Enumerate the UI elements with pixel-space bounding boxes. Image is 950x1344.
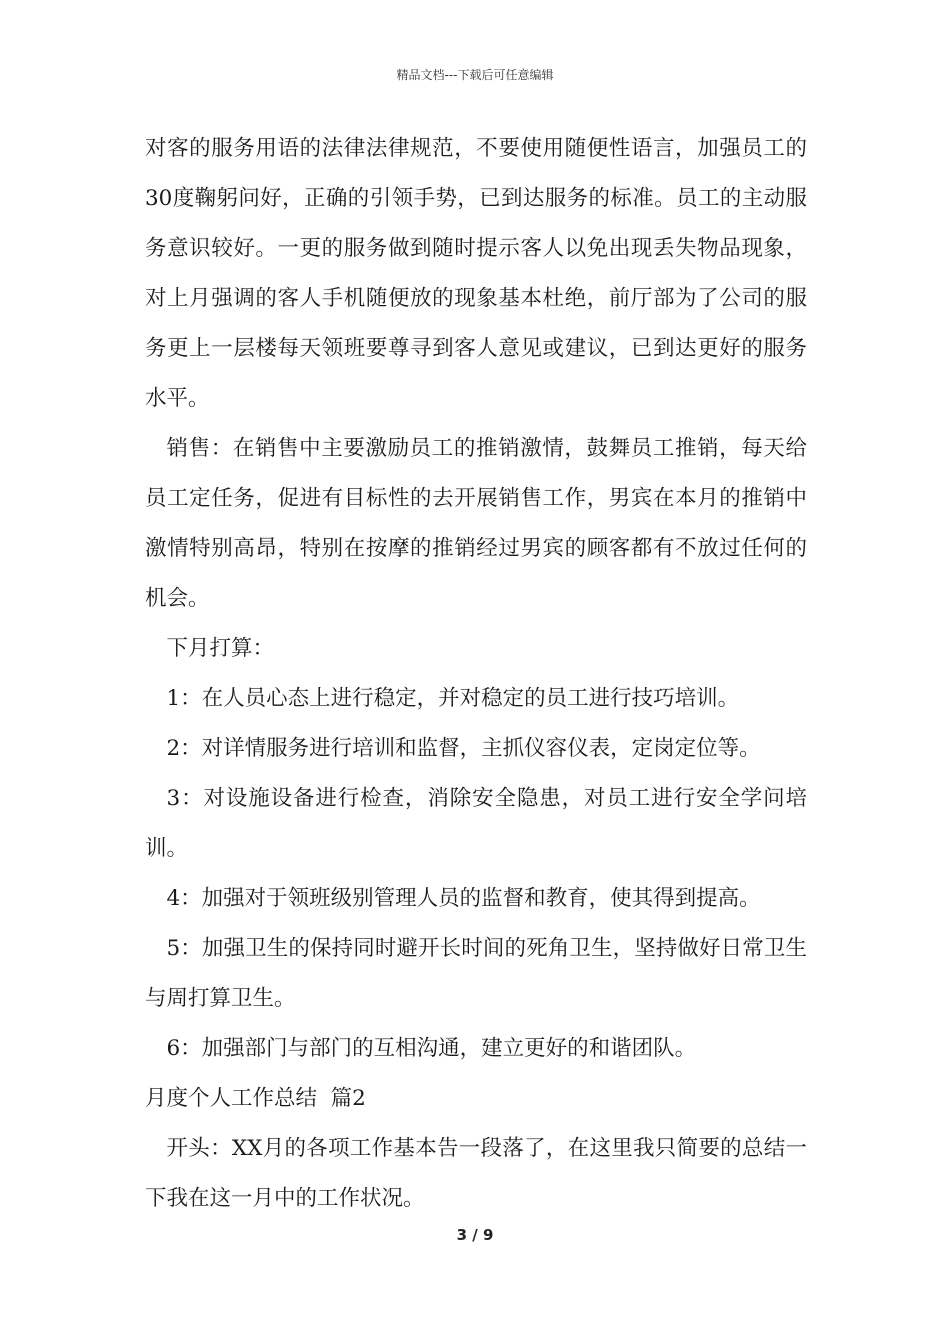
plan-item-6: 6：加强部门与部门的互相沟通，建立更好的和谐团队。 xyxy=(166,1036,697,1061)
plan-item-1: 1：在人员心态上进行稳定，并对稳定的员工进行技巧培训。 xyxy=(166,686,740,711)
plan-item-3: 3：对设施设备进行检查，消除安全隐患，对员工进行安全学问培训。 xyxy=(145,786,807,861)
document-body xyxy=(145,124,807,1224)
page-header: 精品文档---下载后可任意编辑 xyxy=(396,68,554,82)
section-title: 月度个人工作总结 篇2 xyxy=(145,1086,366,1111)
paragraph-sales: 销售：在销售中主要激励员工的推销激情，鼓舞员工推销，每天给员工定任务，促进有目标性的去开展销售工作，男宾在本月的推销中激情特别高昂，特别在按摩的推销经过男宾的顾客都有不放过任何的机会。 xyxy=(145,436,807,611)
paragraph-opening: 开头：XX月的各项工作基本告一段落了，在这里我只简要的总结一下我在这一月中的工作状况。 xyxy=(145,1136,807,1211)
plan-item-2: 2：对详情服务进行培训和监督，主抓仪容仪表，定岗定位等。 xyxy=(166,736,761,761)
plan-item-5: 5：加强卫生的保持同时避开长时间的死角卫生，坚持做好日常卫生与周打算卫生。 xyxy=(145,936,807,1011)
paragraph-service: 对客的服务用语的法律法律规范，不要使用随便性语言，加强员工的30度鞠躬问好，正确的引领手势，已到达服务的标准。员工的主动服务意识较好。一更的服务做到随时提示客人以免出现丢失物品现象，对上月强调的客人手机随便放的现象基本杜绝，前厅部为了公司的服务更上一层楼每天领班要尊寻到客人意见或建议，已到达更好的服务水平。 xyxy=(145,136,807,411)
page-number: 3 / 9 xyxy=(456,1226,494,1244)
paragraph-next-month-heading: 下月打算： xyxy=(166,636,275,661)
plan-item-4: 4：加强对于领班级别管理人员的监督和教育，使其得到提高。 xyxy=(166,886,761,911)
